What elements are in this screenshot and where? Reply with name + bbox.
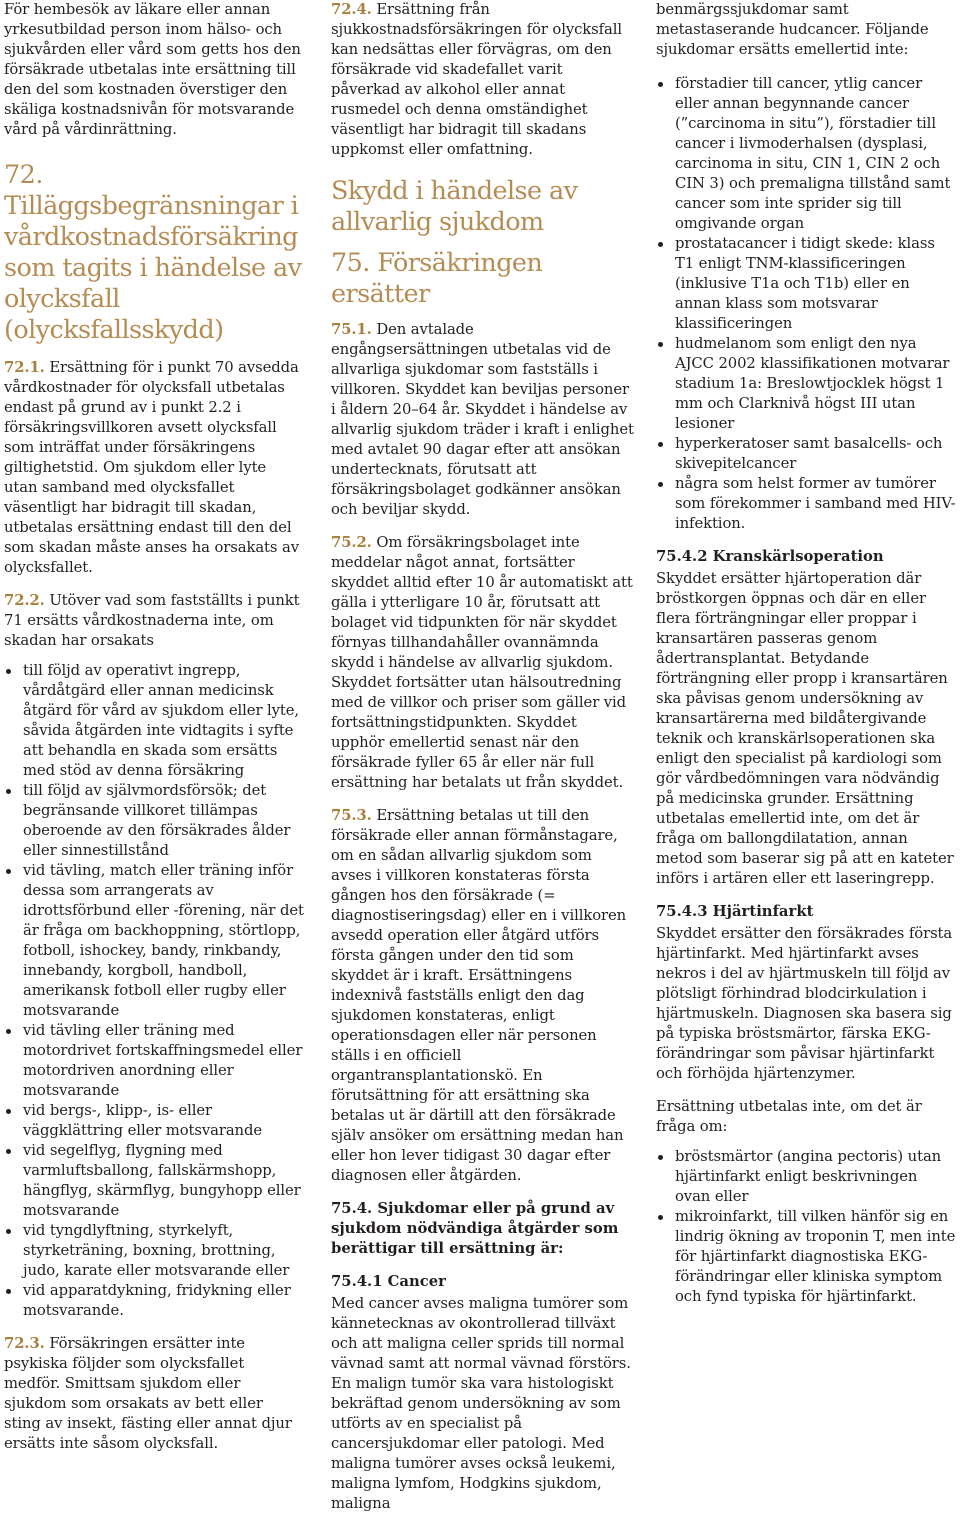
intro-paragraph: För hembesök av läkare eller annan yrkesutbildad person inom hälso- och sjukvården eller vård som getts hos den försäkrade utbetalas inte ersättning till den del som kostnaden överstiger den skäliga kostnadsnivån för motsvarande vård på vårdinrättning. xyxy=(4,1,301,138)
section-75-2-number: 75.2. xyxy=(331,534,372,551)
section-75-2 xyxy=(331,533,634,793)
section-72-2-text: Utöver vad som fastställts i punkt 71 ersätts vårdkostnaderna inte, om skadan har orsakats xyxy=(4,592,300,649)
list-item: vid bergs-, klipp-, is- eller väggklättring eller motsvarande xyxy=(4,1101,304,1141)
list-item: hyperkeratoser samt basalcells- och skivepitelcancer xyxy=(656,434,956,474)
cancer-continuation-text: benmärgssjukdomar samt metastaserande hudcancer. Följande sjukdomar ersätts emellertid inte: xyxy=(656,1,929,58)
list-item: vid apparatdykning, fridykning eller motsvarande. xyxy=(4,1281,304,1321)
list-item: prostatacancer i tidigt skede: klass T1 enligt TNM-klassificeringen (inklusive T1a och T1b) eller en annan klass som motsvarar klassificeringen xyxy=(656,234,956,334)
section-72-1 xyxy=(4,358,304,578)
section-75-4-2-text: Skyddet ersätter hjärtoperation där bröstkorgen öppnas och där en eller flera förträngningar eller proppar i kransartären passeras genom ådertransplantat. Betydande förträngning eller propp i kransartären ska påvisas genom undersökning av kransartärerna med bildåtergivande teknik och kranskärlsoperationen ska enligt den specialist på kardiologi som gör vårdbedömningen vara nödvändig på medicinska grunder. Ersättning utbetalas emellertid inte, om det är fråga om ballongdilatation, annan metod som baserar sig på att en kateter införs i artären eller ett laseringrepp. xyxy=(656,570,954,887)
list-item: några som helst former av tumörer som förekommer i samband med HIV-infektion. xyxy=(656,474,956,534)
list-item: vid tävling, match eller träning inför dessa som arrangerats av idrottsförbund eller -förening, när det är fråga om backhoppning, störtlopp, fotboll, ishockey, bandy, rinkbandy, innebandy, korgboll, handboll, amerikansk fotboll eller rugby eller motsvarande xyxy=(4,861,304,1021)
section-75-4-3-text2: Ersättning utbetalas inte, om det är fråga om: xyxy=(656,1098,922,1135)
section-72-4-number: 72.4. xyxy=(331,1,372,18)
section-72-heading: 72. Tilläggsbegränsningar i vårdkostnadsförsäkring som tagits i händelse av olycksfall (olycksfallsskydd) xyxy=(4,160,302,345)
section-75-4-heading: 75.4. Sjukdomar eller på grund av sjukdom nödvändiga åtgärder som berättigar till ersättning är: xyxy=(331,1200,619,1257)
column-left xyxy=(4,0,304,1454)
section-72-1-number: 72.1. xyxy=(4,359,45,376)
section-75-4-1-heading: 75.4.1 Cancer xyxy=(331,1273,446,1290)
section-75-1-text: Den avtalade engångsersättningen utbetalas vid de allvarliga sjukdomar som fastställs i villkoren. Skyddet kan beviljas personer i åldern 20–64 år. Skyddet i händelse av allvarlig sjukdom träder i kraft i enlighet med avtalet 90 dagar efter att ansökan undertecknats, förutsatt att försäkringsbolaget godkänner ansökan och beviljar skydd. xyxy=(331,321,634,518)
section-72-2-list xyxy=(4,661,304,1321)
section-72-4-text: Ersättning från sjukkostnadsförsäkringen för olycksfall kan nedsättas eller förvägras, om den försäkrade vid skadefallet varit påverkad av alkohol eller annat rusmedel och denna omständighet väsentligt har bidragit till skadans uppkomst eller omfattning. xyxy=(331,1,623,158)
list-item: vid tävling eller träning med motordrivet fortskaffningsmedel eller motordriven anordning eller motsvarande xyxy=(4,1021,304,1101)
section-75-1 xyxy=(331,320,634,520)
section-72-3 xyxy=(4,1334,304,1454)
column-right xyxy=(656,0,956,1307)
list-item: hudmelanom som enligt den nya AJCC 2002 klassifikationen motvarar stadium 1a: Breslowtjocklek högst 1 mm och Clarknivå högst III utan lesioner xyxy=(656,334,956,434)
section-75-3-number: 75.3. xyxy=(331,807,372,824)
list-item: förstadier till cancer, ytlig cancer eller annan begynnande cancer (”carcinoma in situ”), förstadier till cancer i livmoderhalsen (dysplasi, carcinoma in situ, CIN 1, CIN 2 och CIN 3) och premaligna tillstånd samt cancer som inte sprider sig till omgivande organ xyxy=(656,74,956,234)
section-72-3-text: Försäkringen ersätter inte psykiska följder som olycksfallet medför. Smittsam sjukdom eller sjukdom som orsakats av bett eller sting av insekt, fästing eller annat djur ersätts inte såsom olycksfall. xyxy=(4,1335,292,1452)
section-75-4-2-heading: 75.4.2 Kranskärlsoperation xyxy=(656,548,884,565)
list-item: vid segelflyg, flygning med varmluftsballong, fallskärmshopp, hängflyg, skärmflyg, bungyhopp eller motsvarande xyxy=(4,1141,304,1221)
list-item: vid tyngdlyftning, styrkelyft, styrketräning, boxning, brottning, judo, karate eller motsvarande eller xyxy=(4,1221,304,1281)
section-72-2 xyxy=(4,591,304,651)
list-item: mikroinfarkt, till vilken hänför sig en lindrig ökning av troponin T, men inte för hjärtinfarkt diagnostiska EKG-förändringar eller kliniska symptom och fynd typiska för hjärtinfarkt. xyxy=(656,1207,956,1307)
list-item: till följd av operativt ingrepp, vårdåtgärd eller annan medicinsk åtgärd för vård av sjukdom eller lyte, såvida åtgärden inte vidtagits i syfte att behandla en skada som ersätts med stöd av denna försäkring xyxy=(4,661,304,781)
mi-exclusion-list xyxy=(656,1147,956,1307)
section-75-3-text: Ersättning betalas ut till den försäkrade eller annan förmånstagare, om en sådan allvarlig sjukdom som avses i villkoren konstateras första gången hos den försäkrade (= diagnostiseringsdag) eller en i villkoren avsedd operation eller åtgärd utförs första gången under den tid som skyddet är i kraft. Ersättningens indexnivå fastställs enligt den dag sjukdomen konstateras, enligt operationsdagen eller när personen ställs i en officiell organtransplantationskö. En förutsättning för att ersättning ska betalas ut är därtill att den försäkrade själv ansöker om ersättning medan han eller hon lever tidigast 30 dagar efter diagnosen eller åtgärden. xyxy=(331,807,627,1184)
list-item: till följd av självmordsförsök; det begränsande villkoret tillämpas oberoende av den försäkrades ålder eller sinnestillstånd xyxy=(4,781,304,861)
section-72-3-number: 72.3. xyxy=(4,1335,45,1352)
cancer-exclusion-list xyxy=(656,74,956,534)
section-75-4-3-text: Skyddet ersätter den försäkrades första hjärtinfarkt. Med hjärtinfarkt avses nekros i del av hjärtmuskeln till följd av plötsligt förhindrad blodcirkulation i hjärtmuskeln. Diagnosen ska basera sig på typiska bröstsmärtor, färska EKG-förändringar som påvisar hjärtinfarkt och förhöjda hjärtenzymer. xyxy=(656,925,953,1082)
main-section-heading: Skydd i händelse av allvarlig sjukdom xyxy=(331,176,578,237)
section-72-4 xyxy=(331,0,634,160)
section-75-4-3-heading: 75.4.3 Hjärtinfarkt xyxy=(656,903,814,920)
list-item: bröstsmärtor (angina pectoris) utan hjärtinfarkt enligt beskrivningen ovan eller xyxy=(656,1147,956,1207)
section-75-3 xyxy=(331,806,634,1186)
section-75-heading: 75. Försäkringen ersätter xyxy=(331,248,543,309)
section-75-2-text: Om försäkringsbolaget inte meddelar något annat, fortsätter skyddet alltid efter 10 år automatiskt att gälla i ytterligare 10 år, förutsatt att bolaget vid tidpunkten för när skyddet förnyas tillhandahåller ovannämnda skydd i händelse av allvarlig sjukdom. Skyddet fortsätter utan hälsoutredning med de villkor och priser som gäller vid fortsättningstidpunkten. Skyddet upphör emellertid senast när den försäkrade fyller 65 år eller när full ersättning har betalats ut från skyddet. xyxy=(331,534,633,791)
section-75-4-1-text: Med cancer avses maligna tumörer som kännetecknas av okontrollerad tillväxt och att maligna celler sprids till normal vävnad samt att normal vävnad förstörs. En malign tumör ska vara histologiskt bekräftad genom undersökning av som utförts av en specialist på cancersjukdomar eller patologi. Med maligna tumörer avses också leukemi, maligna lymfom, Hodgkins sjukdom, maligna xyxy=(331,1295,631,1512)
section-75-1-number: 75.1. xyxy=(331,321,372,338)
section-72-2-number: 72.2. xyxy=(4,592,45,609)
column-middle xyxy=(331,0,634,1514)
section-72-1-text: Ersättning för i punkt 70 avsedda vårdkostnader för olycksfall utbetalas endast på grund av i punkt 2.2 i försäkringsvillkoren avsett olycksfall som inträffat under försäkringens giltighetstid. Om sjukdom eller lyte utan samband med olycksfallet väsentligt har bidragit till skadan, utbetalas ersättning endast till den del som skadan måste anses ha orsakats av olycksfallet. xyxy=(4,359,299,576)
